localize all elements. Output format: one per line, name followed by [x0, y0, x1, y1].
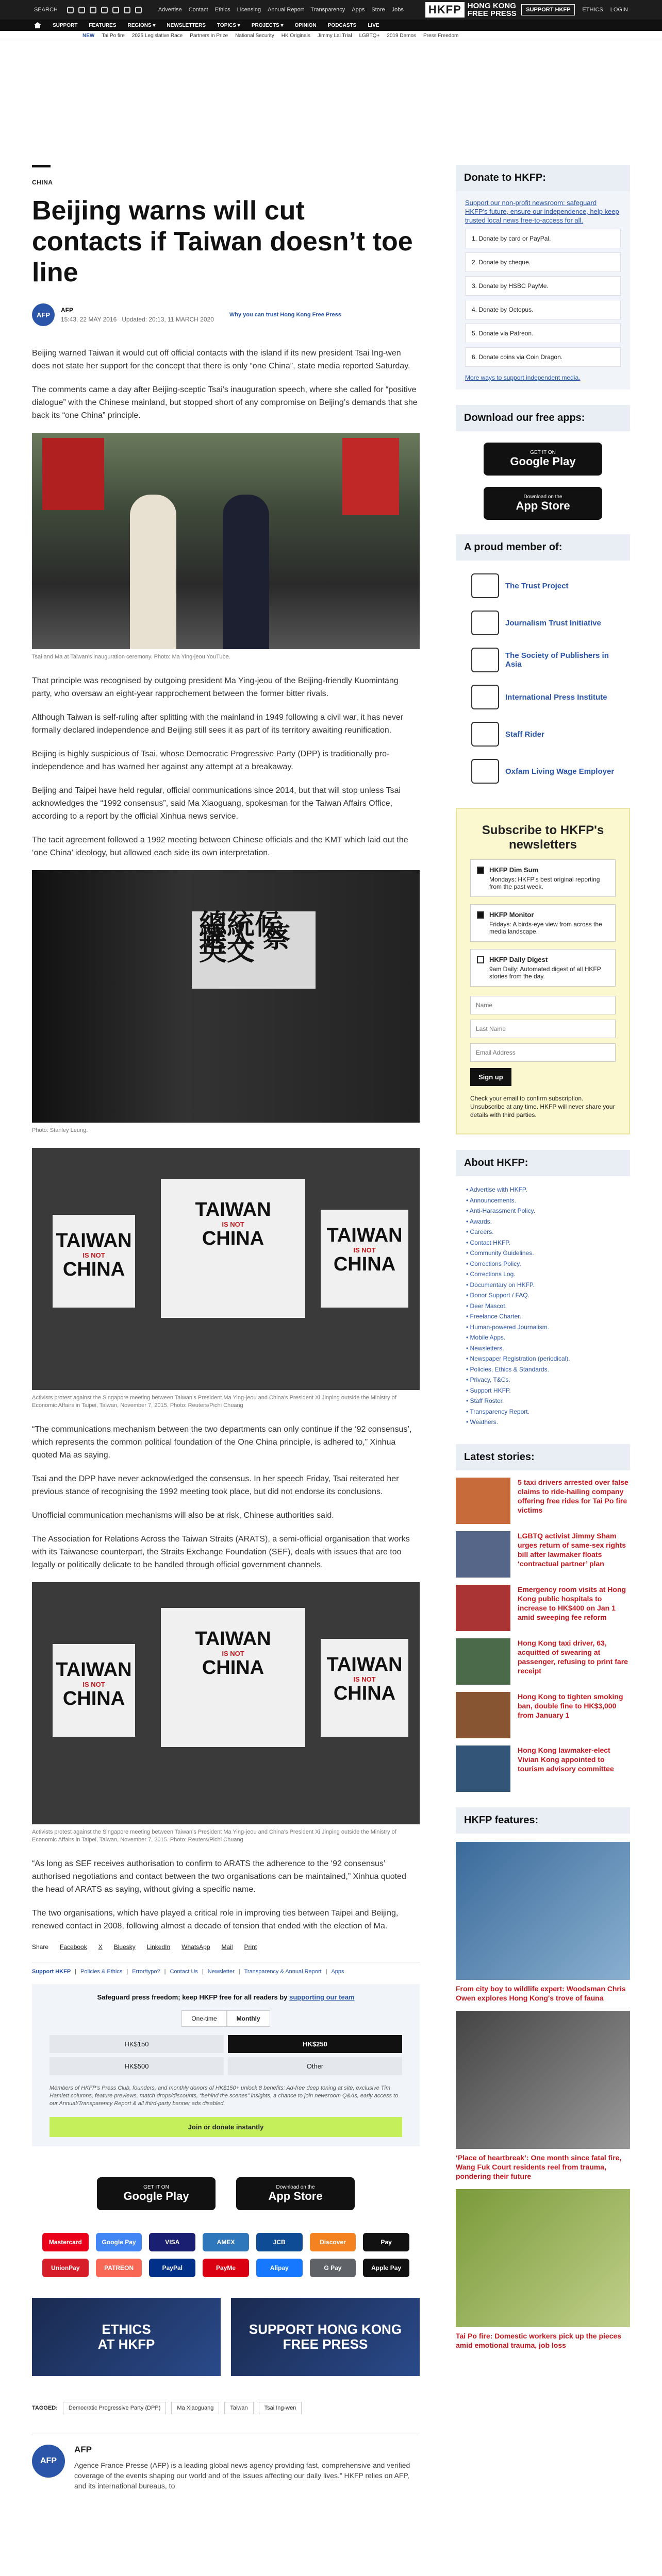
member-logo-icon	[471, 611, 499, 635]
x-icon[interactable]	[78, 7, 85, 13]
paragraph: Beijing warned Taiwan it would cut off official contacts with the island if its new president Tsai Ing-wen does not state her support for the concept that there is only “one China”, state media reported Saturday.	[32, 349, 410, 370]
latest-story[interactable]	[456, 1638, 630, 1685]
top-link[interactable]: Licensing	[237, 7, 261, 13]
feature-image[interactable]	[456, 1842, 630, 1980]
about-link[interactable]: • Newsletters.	[466, 1344, 504, 1352]
home-icon[interactable]	[34, 22, 41, 28]
member-logo[interactable]	[471, 572, 615, 600]
latest-stories	[456, 1478, 630, 1792]
nav-item[interactable]: FEATURES	[89, 22, 117, 28]
author-description: Agence France-Presse (AFP) is a leading global news agency providing fast, comprehensive and verified coverage of the events shaping our world and of the issues affecting our daily lives.” HKFP relies on AFP, and its international bureaus, to	[74, 2461, 410, 2490]
newsletter-desc: 9am Daily: Automated digest of all HKFP stories from the day.	[489, 965, 601, 980]
nav-item[interactable]: NEWSLETTERS	[167, 22, 206, 28]
paragraph: “As long as SEF receives authorisation to confirm to ARATS the adherence to the ‘92 consensus’ authorised negotiations and contact between the two organisations can be maintained,” Xinhua quoted the head of ARATS as saying, without giving a specific name.	[32, 1859, 406, 1894]
nav-item[interactable]: PROJECTS ▾	[251, 22, 284, 28]
trending-link[interactable]: Tai Po fire	[102, 33, 125, 39]
support-banner[interactable]: SUPPORT HONG KONG FREE PRESS	[231, 2298, 420, 2376]
sidebar-apps	[456, 443, 630, 520]
donate-option[interactable]: 3. Donate by HSBC PayMe.	[465, 276, 621, 296]
promo-banners	[32, 2298, 420, 2376]
about-link[interactable]: • Announcements.	[466, 1196, 516, 1204]
story-title[interactable]: Hong Kong taxi driver, 63, acquitted of swearing at passenger, refusing to print fare receipt	[518, 1638, 628, 1675]
flag-shape	[342, 438, 399, 515]
updated-date: Updated: 20:13, 11 MARCH 2020	[122, 316, 214, 323]
newsletter-option[interactable]	[470, 904, 616, 942]
threads-icon[interactable]	[112, 7, 119, 13]
top-link[interactable]: Contact	[188, 7, 208, 13]
support-line-link[interactable]: Contact Us	[170, 1969, 198, 1975]
trending-link[interactable]: Press Freedom	[423, 33, 459, 39]
member-name: International Press Institute	[505, 692, 607, 702]
article-title: Beijing warns will cut contacts if Taiwan doesn’t toe line	[32, 196, 413, 287]
donate-option[interactable]: 1. Donate by card or PayPal.	[465, 229, 621, 248]
google-play-badge[interactable]: GET IT ON Google Play	[484, 443, 602, 476]
about-link[interactable]: • Advertise with HKFP.	[466, 1186, 527, 1193]
top-link[interactable]: Transparency	[310, 7, 345, 13]
member-name: The Society of Publishers in Asia	[505, 651, 609, 669]
about-link[interactable]: • Documentary on HKFP.	[466, 1281, 535, 1289]
join-button[interactable]: Join or donate instantly	[49, 2117, 402, 2137]
widget-title: Download our free apps:	[456, 405, 630, 431]
about-link[interactable]: • Donor Support / FAQ.	[466, 1292, 529, 1299]
placard: TAIWAN IS NOT CHINA	[321, 1210, 408, 1308]
trending-link[interactable]: Partners in Prize	[190, 33, 228, 39]
amount-option[interactable]: HK$500	[49, 2057, 224, 2075]
about-links	[456, 1176, 630, 1436]
separator: |	[164, 1969, 166, 1975]
share-link[interactable]: WhatsApp	[181, 1943, 210, 1951]
donate-option[interactable]: 4. Donate by Octopus.	[465, 300, 621, 319]
paragraph: “The communications mechanism between the two departments can only continue if the ‘92 consensus’, which represents the common political foundation of the One China principle, is adhered to,” Xinhua quoted Ma as saying.	[32, 1425, 412, 1460]
paragraph: Although Taiwan is self-ruling after splitting with the mainland in 1949 following a civil war, it has never formally declared independence and Beijing still sees it as part of its territory awaiting reunification.	[32, 713, 404, 735]
separator: |	[325, 1969, 327, 1975]
share-link[interactable]: X	[98, 1943, 103, 1951]
member-logo-icon	[471, 722, 499, 747]
about-link[interactable]: • Newspaper Registration (periodical).	[466, 1355, 570, 1362]
newsletter-name: HKFP Dim Sum	[489, 866, 539, 874]
support-line-link[interactable]: Error/typo?	[132, 1969, 160, 1975]
photo-caption: Tsai and Ma at Taiwan’s inauguration ceremony. Photo: Ma Ying-jeou YouTube.	[32, 654, 230, 660]
placard: TAIWAN IS NOT CHINA	[53, 1644, 135, 1737]
top-link[interactable]: Annual Report	[268, 7, 304, 13]
latest-story[interactable]	[456, 1478, 630, 1524]
person-shape	[223, 495, 269, 649]
feature-story[interactable]	[456, 2011, 630, 2181]
ethics-link[interactable]: ETHICS	[582, 7, 603, 13]
payment-logo: Discover	[310, 2233, 356, 2251]
payment-logo: Pay	[363, 2233, 409, 2251]
separator: |	[126, 1969, 128, 1975]
trending-link[interactable]: 2019 Demos	[387, 33, 417, 39]
about-link[interactable]: • Anti-Harassment Policy.	[466, 1207, 536, 1214]
story-title[interactable]: Emergency room visits at Hong Kong public hospitals to increase to HK$400 on Jan 1 amid sweeping fee reform	[518, 1585, 626, 1621]
tag[interactable]: Taiwan	[224, 2402, 253, 2414]
about-link[interactable]: • Deer Mascot.	[466, 1302, 507, 1310]
share-link[interactable]: Facebook	[60, 1943, 87, 1951]
person-shape	[130, 495, 176, 649]
checkbox[interactable]	[477, 911, 484, 919]
payment-logo: JCB	[256, 2233, 303, 2251]
member-name: Oxfam Living Wage Employer	[505, 767, 615, 776]
amount-option[interactable]: HK$250	[228, 2035, 402, 2053]
newsletter-option[interactable]	[470, 859, 616, 897]
payment-logo: AMEX	[203, 2233, 249, 2251]
tsai-sign-photo	[32, 870, 420, 1123]
story-thumbnail[interactable]	[456, 1745, 510, 1792]
sign-up-button[interactable]: Sign up	[470, 1068, 511, 1086]
feature-image[interactable]	[456, 2189, 630, 2327]
tag[interactable]: Democratic Progressive Party (DPP)	[63, 2402, 167, 2414]
tag-list	[32, 2402, 420, 2414]
member-logos	[456, 561, 630, 796]
feature-image[interactable]	[456, 2011, 630, 2149]
top-bar	[0, 0, 662, 20]
author-avatar[interactable]: AFP	[32, 2445, 65, 2478]
flag-shape	[42, 438, 104, 510]
separator: |	[75, 1969, 77, 1975]
latest-story[interactable]	[456, 1745, 630, 1792]
payment-logo: Apple Pay	[363, 2259, 409, 2277]
about-link[interactable]: • Support HKFP.	[466, 1386, 511, 1394]
member-logo[interactable]	[471, 609, 615, 637]
donate-intro-link[interactable]: Support our non-profit newsroom: safeguard HKFP's future, ensure our independence, help keep trusted local news free-to-access for all.	[465, 199, 619, 224]
story-title[interactable]: LGBTQ activist Jimmy Sham urges return of same-sex rights bill after lawmaker floats ‘contractual partner’ plan	[518, 1531, 626, 1568]
feature-stories	[456, 1842, 630, 2350]
about-link[interactable]: • Community Guidelines.	[466, 1249, 534, 1257]
donate-option[interactable]: 5. Donate via Patreon.	[465, 324, 621, 343]
newsletter-title: Subscribe to HKFP's newsletters	[482, 823, 604, 852]
member-logo-icon	[471, 648, 499, 672]
paragraph: Tsai and the DPP have never acknowledged the consensus. In her speech Friday, Tsai reiterated her previous stance of recognising the 1992 meeting took place, but did not endorse its conclusions.	[32, 1475, 399, 1496]
member-logo-icon	[471, 759, 499, 784]
site-logo[interactable]	[425, 2, 517, 18]
support-team-link[interactable]: supporting our team	[289, 1993, 355, 2001]
trending-link[interactable]: HK Originals	[281, 33, 310, 39]
nav-item[interactable]: OPINION	[294, 22, 317, 28]
newsletter-desc: Mondays: HKFP's best original reporting from the past week.	[489, 876, 600, 890]
widget-title: A proud member of:	[456, 534, 630, 561]
donation-box	[32, 1984, 420, 2146]
instagram-icon[interactable]	[90, 7, 96, 13]
app-badges	[32, 2177, 420, 2210]
feature-title[interactable]: From city boy to wildlife expert: Woodsman Chris Owen explores Hong Kong's trove of fauna	[456, 1984, 626, 2002]
story-title[interactable]: 5 taxi drivers arrested over false claims to ride-hailing company offering free rides for Tai Po fire victims	[518, 1478, 628, 1514]
widget-title: Donate to HKFP:	[456, 165, 630, 191]
placard: TAIWAN IS NOT CHINA	[161, 1608, 305, 1747]
support-line-link[interactable]: Transparency & Annual Report	[244, 1969, 322, 1975]
paragraph: The comments came a day after Beijing-sceptic Tsai’s inauguration speech, where she called for “positive dialogue” with the Chinese mainland, but stopped short of any compromise on Beijing’s demands that she back its “one China” principle.	[32, 385, 418, 420]
separator: |	[238, 1969, 240, 1975]
payment-logo: PayPal	[149, 2259, 195, 2277]
widget-title: HKFP features:	[456, 1807, 630, 1834]
about-link[interactable]: • Weathers.	[466, 1418, 499, 1426]
nav-item[interactable]: SUPPORT	[53, 22, 78, 28]
nav-item[interactable]: TOPICS ▾	[217, 22, 240, 28]
about-link[interactable]: • Mobile Apps.	[466, 1334, 506, 1341]
payment-logo: Mastercard	[42, 2233, 89, 2251]
tags-label: TAGGED:	[32, 2405, 58, 2411]
paragraph: Beijing is highly suspicious of Tsai, whose Democratic Progressive Party (DPP) is traditionally pro-independence and has warned her against any attempt at a breakaway.	[32, 750, 390, 771]
linkedin-icon[interactable]	[124, 7, 130, 13]
about-link[interactable]: • Policies, Ethics & Standards.	[466, 1365, 549, 1373]
about-link[interactable]: • Corrections Log.	[466, 1270, 516, 1278]
member-name: The Trust Project	[505, 581, 569, 590]
nav-item[interactable]: LIVE	[368, 22, 379, 28]
payment-logo: PATREON	[96, 2259, 142, 2277]
top-link[interactable]: Store	[371, 7, 385, 13]
monthly-option[interactable]: Monthly	[227, 2010, 270, 2027]
widget-title: Latest stories:	[456, 1444, 630, 1470]
newsletter-desc: Fridays: A birds-eye view from across the media landscape.	[489, 921, 602, 935]
share-link[interactable]: Mail	[221, 1943, 233, 1951]
amount-options	[43, 2035, 408, 2075]
top-link[interactable]: Apps	[352, 7, 365, 13]
payment-logo: UnionPay	[42, 2259, 89, 2277]
trending-nav	[0, 31, 662, 41]
trending-link[interactable]: Jimmy Lai Trial	[317, 33, 352, 39]
donate-option[interactable]: 6. Donate coins via Coin Dragon.	[465, 347, 621, 367]
trust-link[interactable]: Why you can trust Hong Kong Free Press	[229, 312, 341, 318]
logo-box: HKFP	[425, 2, 465, 18]
newsletter-widget	[456, 808, 630, 1134]
about-link[interactable]: • Awards.	[466, 1217, 492, 1225]
tag[interactable]: Ma Xiaoguang	[171, 2402, 219, 2414]
protest-photo	[32, 1582, 420, 1824]
about-link[interactable]: • Privacy, T&Cs.	[466, 1376, 510, 1383]
inauguration-photo	[32, 433, 420, 649]
about-link[interactable]: • Human-powered Journalism.	[466, 1323, 549, 1331]
trending-link[interactable]: 2025 Legislative Race	[131, 33, 183, 39]
newsletter-name: HKFP Daily Digest	[489, 956, 548, 963]
paragraph: The tacit agreement followed a 1992 meeting between Chinese officials and the KMT which laid out the ‘one China’ ideology, but allowed each side its own interpretation.	[32, 836, 408, 857]
share-link[interactable]: Bluesky	[113, 1943, 136, 1951]
member-logo[interactable]	[471, 720, 615, 748]
publish-date: 15:43, 22 MAY 2016	[61, 316, 117, 323]
amount-option[interactable]: Other	[228, 2057, 402, 2075]
paragraph: The two organisations, which have played a critical role in improving ties between Taipei and Beijing, renewed contact in 2008, following almost a decade of tension that ended with the election of Ma.	[32, 1909, 399, 1930]
payment-logo: VISA	[149, 2233, 195, 2251]
protest-photo	[32, 1148, 420, 1390]
newsletter-option[interactable]	[470, 949, 616, 987]
story-thumbnail[interactable]	[456, 1692, 510, 1738]
more-ways-link[interactable]: More ways to support independent media.	[465, 374, 581, 381]
support-links	[32, 1962, 420, 1975]
story-thumbnail[interactable]	[456, 1531, 510, 1578]
checkbox[interactable]	[477, 956, 484, 963]
top-links	[158, 7, 404, 13]
trending-link[interactable]: National Security	[235, 33, 274, 39]
about-link[interactable]: • Staff Roster.	[466, 1397, 504, 1404]
placard: TAIWAN IS NOT CHINA	[321, 1639, 408, 1737]
paragraph: Beijing and Taipei have held regular, official communications since 2014, but that will stop unless Tsai acknowledges the “1992 consensus”, said Ma Xiaoguang, spokesman for the Taiwan Affairs Office, according to a report by the official Xinhua news service.	[32, 786, 401, 821]
member-name: Staff Rider	[505, 730, 544, 739]
youtube-icon[interactable]	[101, 7, 108, 13]
donate-options	[465, 229, 621, 367]
latest-story[interactable]	[456, 1692, 630, 1738]
widget-title: About HKFP:	[456, 1150, 630, 1176]
newsletter-options	[470, 859, 616, 987]
feature-story[interactable]	[456, 2189, 630, 2350]
member-logo[interactable]	[471, 646, 615, 674]
story-thumbnail[interactable]	[456, 1478, 510, 1524]
placard: TAIWAN IS NOT CHINA	[161, 1179, 305, 1318]
donate-option[interactable]: 2. Donate by cheque.	[465, 252, 621, 272]
support-hkfp-link[interactable]: Support HKFP	[32, 1969, 71, 1975]
frequency-toggle	[43, 2010, 408, 2027]
google-play-badge[interactable]: GET IT ON Google Play	[97, 2177, 216, 2210]
top-link[interactable]: Ethics	[214, 7, 230, 13]
story-thumbnail[interactable]	[456, 1638, 510, 1685]
feature-title[interactable]: Tai Po fire: Domestic workers pick up the pieces amid emotional trauma, job loss	[456, 2331, 622, 2349]
donate-widget	[456, 165, 630, 389]
facebook-icon[interactable]	[67, 7, 74, 13]
one-time-option[interactable]: One-time	[181, 2010, 226, 2027]
byline	[32, 303, 420, 326]
payment-logo: Google Pay	[96, 2233, 142, 2251]
checkbox[interactable]	[477, 867, 484, 874]
photo-caption: Photo: Stanley Leung.	[32, 1127, 88, 1133]
social-icons	[67, 7, 142, 13]
story-thumbnail[interactable]	[456, 1585, 510, 1631]
nav-item[interactable]: PODCASTS	[327, 22, 357, 28]
photo-caption: Activists protest against the Singapore meeting between Taiwan’s President Ma Ying-jeou and China’s President Xi Jinping outside the Ministry of Economic Affairs in Taipei, Taiwan, November 7, 2015. Photo: Reuters/Pichi Chuang	[32, 1829, 396, 1843]
search-link[interactable]: SEARCH	[34, 7, 58, 13]
donation-headline: Safeguard press freedom; keep HKFP free for all readers by supporting our team	[97, 1993, 355, 2001]
latest-story[interactable]	[456, 1531, 630, 1578]
member-logo[interactable]	[471, 757, 615, 785]
trending-label: NEW	[82, 33, 95, 39]
author-name[interactable]: AFP	[61, 307, 73, 314]
campaign-sign: 總統候選人 蔡英文	[192, 911, 316, 989]
payment-logo: Alipay	[256, 2259, 303, 2277]
share-label: Share	[32, 1943, 49, 1951]
story-title[interactable]: Hong Kong to tighten smoking ban, double fine to HK$3,000 from January 1	[518, 1692, 623, 1719]
ethics-banner[interactable]: ETHICS AT HKFP	[32, 2298, 221, 2376]
author-avatar[interactable]: AFP	[32, 303, 55, 326]
author-name[interactable]: AFP	[74, 2445, 92, 2454]
kicker-rule	[32, 165, 51, 167]
paragraph: The Association for Relations Across the Taiwan Straits (ARATS), a semi-official organisation that works with its Taiwanese counterpart, the Straits Exchange Foundation (SEF), deals with issues that are too legally or politically delicate to be handled through official government channels.	[32, 1535, 410, 1569]
feature-title[interactable]: ‘Place of heartbreak’: One month since fatal fire, Wang Fuk Court residents reel from trauma, pondering their future	[456, 2153, 622, 2180]
article-category[interactable]: CHINA	[32, 179, 53, 186]
paragraph: That principle was recognised by outgoing president Ma Ying-jeou of the Beijing-friendly Kuomintang party, who oversaw an eight-year rapprochement between the former bitter rivals.	[32, 676, 399, 698]
main-nav	[0, 20, 662, 31]
login-link[interactable]: LOGIN	[610, 7, 628, 13]
top-link[interactable]: Advertise	[158, 7, 182, 13]
email-field[interactable]	[470, 1043, 616, 1062]
payment-logo: G Pay	[310, 2259, 356, 2277]
nav-item[interactable]: REGIONS ▾	[127, 22, 156, 28]
member-logo-icon	[471, 573, 499, 598]
photo-caption: Activists protest against the Singapore meeting between Taiwan’s President Ma Ying-jeou and China’s President Xi Jinping outside the Ministry of Economic Affairs in Taipei, Taiwan, November 7, 2015. Photo: Reuters/Pichi Chuang	[32, 1395, 396, 1409]
share-link[interactable]: Print	[244, 1943, 257, 1951]
latest-story[interactable]	[456, 1585, 630, 1631]
member-logo-icon	[471, 685, 499, 709]
name-field[interactable]	[470, 996, 616, 1014]
paragraph: Unofficial communication mechanisms will also be at risk, Chinese authorities said.	[32, 1511, 334, 1520]
membership-text: Members of HKFP's Press Club, founders, and monthly donors of HK$150+ unlock 8 benefits: Ad-free deep toning at site, exclusive Tim Hamlett columns, feature previews, match drops/discounts, “behind the scenes” insights, a chance to join newsroom Q&As, early access to our Annual/Transparency Report & all third-party banner ads disabled.	[49, 2085, 399, 2107]
author-box	[32, 2433, 420, 2491]
share-link[interactable]: LinkedIn	[146, 1943, 171, 1951]
feature-story[interactable]	[456, 1842, 630, 2003]
story-title[interactable]: Hong Kong lawmaker-elect Vivian Kong appointed to tourism advisory committee	[518, 1745, 614, 1773]
payment-logo: PayMe	[203, 2259, 249, 2277]
rss-icon[interactable]	[135, 7, 142, 13]
placard: TAIWAN IS NOT CHINA	[53, 1215, 135, 1308]
payment-methods	[32, 2233, 420, 2277]
support-line-link[interactable]: Policies & Ethics	[80, 1969, 123, 1975]
newsletter-name: HKFP Monitor	[489, 911, 534, 919]
share-bar	[32, 1943, 420, 1951]
support-line-link[interactable]: Apps	[331, 1969, 344, 1975]
member-logo[interactable]	[471, 683, 615, 711]
last-name-field[interactable]	[470, 1020, 616, 1038]
logo-text: HONG KONG FREE PRESS	[467, 2, 517, 18]
top-link[interactable]: Jobs	[391, 7, 404, 13]
app-store-badge[interactable]: Download on the App Store	[484, 487, 602, 520]
article	[32, 165, 420, 2491]
member-name: Journalism Trust Initiative	[505, 618, 601, 628]
about-link[interactable]: • Freelance Charter.	[466, 1313, 521, 1320]
trending-link[interactable]: LGBTQ+	[359, 33, 380, 39]
support-button[interactable]: SUPPORT HKFP	[521, 4, 575, 15]
about-link[interactable]: • Transparency Report.	[466, 1408, 529, 1415]
amount-option[interactable]: HK$150	[49, 2035, 224, 2053]
tag[interactable]: Tsai Ing-wen	[259, 2402, 302, 2414]
sidebar	[456, 165, 630, 2350]
about-link[interactable]: • Contact HKFP.	[466, 1239, 511, 1246]
about-link[interactable]: • Careers.	[466, 1228, 494, 1235]
newsletter-disclaimer: Check your email to confirm subscription. Unsubscribe at any time. HKFP will never share your details with third parties.	[470, 1095, 615, 1118]
app-store-badge[interactable]: Download on the App Store	[236, 2177, 355, 2210]
article-body	[32, 347, 420, 1933]
about-link[interactable]: • Corrections Policy.	[466, 1260, 521, 1267]
separator: |	[202, 1969, 204, 1975]
support-line-link[interactable]: Newsletter	[207, 1969, 235, 1975]
